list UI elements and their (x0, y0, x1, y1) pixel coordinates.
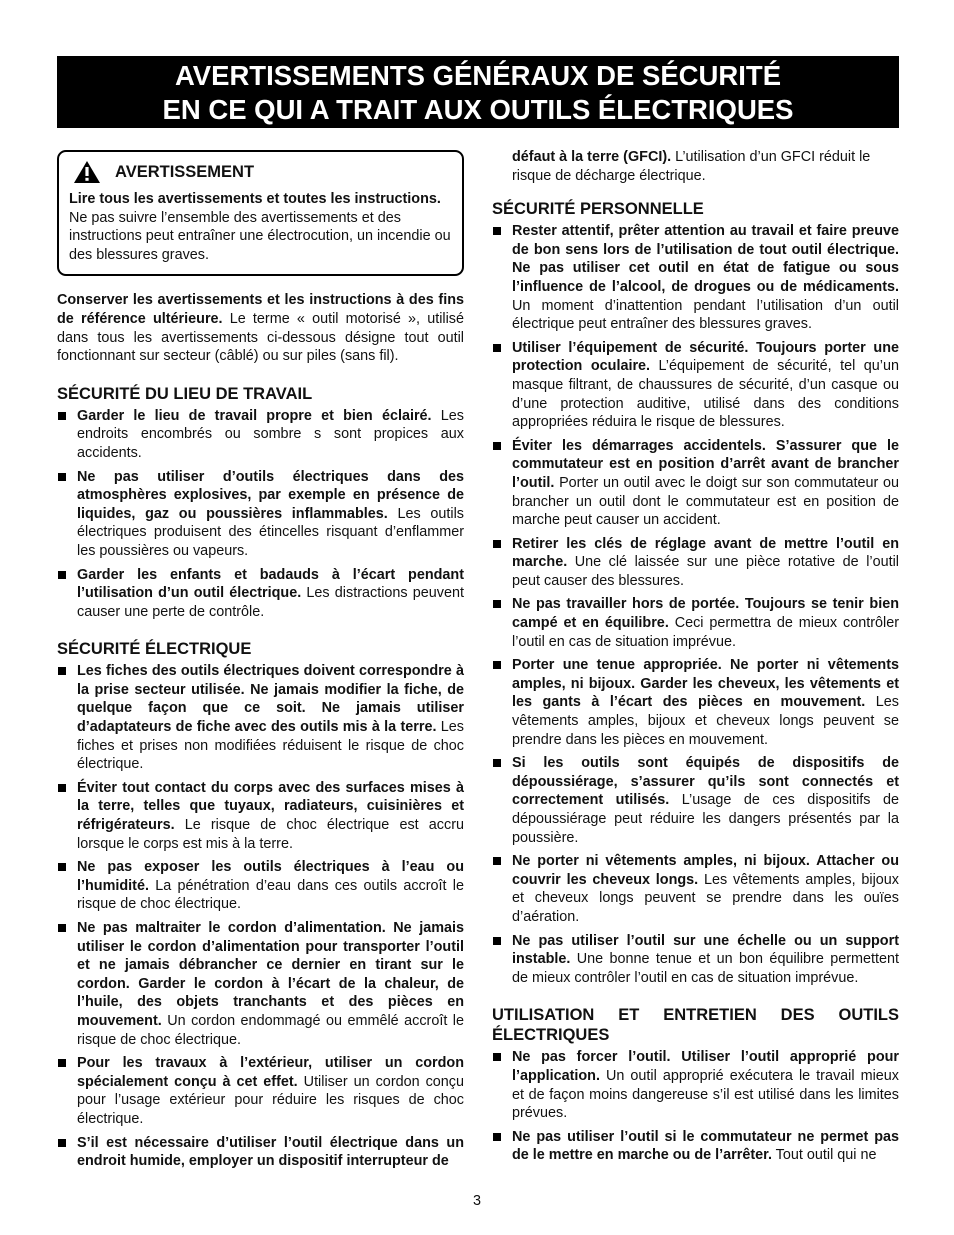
electrical-heading: SÉCURITÉ ÉLECTRIQUE (57, 640, 252, 659)
warning-text (69, 190, 453, 264)
personal-list (492, 222, 899, 987)
title-line-1: AVERTISSEMENTS GÉNÉRAUX DE SÉCURITÉ (174, 60, 782, 91)
list-item (492, 1048, 899, 1122)
list-item (57, 919, 464, 1049)
electrical-list (57, 662, 464, 1170)
list-item (492, 852, 899, 926)
item-text: Un outil approprié exécutera le travail mieux et de façon moins dangereuse s’il est utilisé dans les limites prévues. (512, 1067, 899, 1122)
item-bold: S’il est nécessaire d’utiliser l’outil électrique dans un endroit humide, employer un dispositif interrupteur de (77, 1134, 464, 1170)
item-bold: Retirer les clés de réglage avant de mettre l’outil en marche. (512, 535, 899, 571)
list-item (57, 858, 464, 914)
right-column (492, 148, 899, 1170)
item-text: Le risque de choc électrique est accru lorsque le corps est mis à la terre. (77, 817, 464, 852)
item-bold: Garder le lieu de travail propre et bien éclairé. (77, 407, 432, 424)
list-item (492, 339, 899, 432)
item-text: Tout outil qui ne (771, 1147, 877, 1164)
page-title (57, 56, 899, 128)
title-line-2: EN CE QUI A TRAIT AUX OUTILS ÉLECTRIQUES (162, 94, 794, 125)
item-bold: Ne pas utiliser l’outil si le commutateur ne permet pas de le mettre en marche ou de l’arrêter. (512, 1128, 899, 1164)
intro-body: Le terme « outil motorisé », utilisé dans tous les avertissements ci-dessous désigne tout outil fonctionnant sur secteur (câblé) ou sur piles (sans fil). (57, 310, 465, 365)
item-text: L’utilisation d’un GFCI réduit le risque de décharge électrique. (512, 149, 871, 184)
item-bold: Ne porter ni vêtements amples, ni bijoux. Attacher ou couvrir les cheveux longs. (512, 853, 899, 888)
item-bold: Rester attentif, prêter attention au travail et faire preuve de bon sens lors de l’utilisation de tout outil électrique. Ne pas utiliser cet outil en état de fatigue ou sous l’influence de l’alcool, de drogues ou de médicaments. (512, 223, 899, 295)
personal-heading: SÉCURITÉ PERSONNELLE (492, 200, 704, 219)
list-item (57, 407, 464, 463)
item-text: Les vêtements amples, bijoux et cheveux longs peuvent se prendre dans les ouïes d’aération. (512, 871, 899, 925)
warning-triangle-icon (73, 160, 101, 184)
list-item (492, 595, 899, 651)
item-bold: Éviter les démarrages accidentels. S’assurer que le commutateur est en position d’arrêt avant de brancher l’outil. (512, 437, 899, 491)
list-item (57, 468, 464, 561)
item-bold: Ne pas forcer l’outil. Utiliser l’outil approprié pour l’application. (512, 1049, 899, 1084)
item-bold: Ne pas exposer les outils électriques à l’eau ou l’humidité. (77, 859, 464, 894)
left-column (57, 148, 464, 1176)
item-text: Une clé laissée sur une pièce rotative de l’outil peut causer des blessures. (512, 554, 899, 589)
item-bold: Les fiches des outils électriques doivent correspondre à la prise secteur utilisée. Ne jamais modifier la fiche, de quelque façon que ce soit. Ne jamais utiliser d’adaptateurs de fiche avec des outils mis à la terre. (77, 663, 464, 736)
tool-use-list (492, 1048, 899, 1165)
item-bold: Utiliser l’équipement de sécurité. Toujours porter une protection oculaire. (512, 339, 899, 375)
warning-bold: Lire tous les avertissements et toutes les instructions. (69, 191, 441, 207)
list-item (492, 437, 899, 530)
item-bold: Ne pas maltraiter le cordon d’alimentation. Ne jamais utiliser le cordon d’alimentation pour transporter l’outil et ne jamais débrancher ce dernier en tirant sur le cordon. Garder le cordon à l’écart de la chaleur, de l’huile, des objets tranchants et des pièces en mouvement. (77, 920, 464, 1029)
item-text: Les vêtements amples, bijoux et cheveux longs peuvent se prendre dans les pièces en mouvement. (512, 694, 899, 748)
item-text: Porter un outil avec le doigt sur son commutateur ou brancher un outil dont le commutateur est en position de marche peut causer un accident. (512, 474, 899, 529)
list-item (492, 222, 899, 334)
item-bold: Ne pas utiliser d’outils électriques dans des atmosphères explosives, par exemple en présence de liquides, gaz ou poussières inflammables. (77, 468, 464, 522)
item-bold: Ne pas utiliser l’outil sur une échelle ou un support instable. (512, 932, 899, 968)
item-text: Les outils électriques produisent des étincelles risquant d’enflammer les poussières ou vapeurs. (77, 505, 464, 559)
item-text: Une bonne tenue et un bon équilibre permettent de mieux contrôler l’outil en cas de situation imprévue. (512, 951, 899, 986)
item-text: L’usage de ces dispositifs de dépoussiérage peut réduire les dangers présentés par la poussière. (512, 792, 900, 846)
tool-use-heading: UTILISATION ET ENTRETIEN DES OUTILS ÉLECTRIQUES (492, 1006, 899, 1045)
warning-body: Ne pas suivre l’ensemble des avertissements et des instructions peut entraîner une électrocution, un incendie ou des blessures graves. (69, 209, 451, 263)
intro-paragraph (57, 291, 464, 365)
work-area-heading: SÉCURITÉ DU LIEU DE TRAVAIL (57, 384, 313, 403)
list-item (57, 1134, 464, 1171)
list-item (492, 754, 899, 847)
list-item (492, 932, 899, 988)
list-item (57, 662, 464, 774)
warning-header (69, 160, 453, 184)
list-item (57, 1054, 464, 1128)
list-item (492, 656, 899, 749)
item-text: Utiliser un cordon conçu pour l’usage extérieur pour réduire les risques de choc électrique. (77, 1073, 464, 1127)
warning-heading: AVERTISSEMENT (115, 162, 255, 181)
work-area-list (57, 407, 464, 622)
gfci-continuation (492, 148, 899, 185)
item-text: La pénétration d’eau dans ces outils accroît le risque de choc électrique. (77, 877, 464, 913)
item-bold: Si les outils sont équipés de dispositifs de dépoussiérage, s’assurer qu’ils sont connectés et correctement utilisés. (512, 755, 899, 809)
list-item (57, 566, 464, 622)
item-bold: Ne pas travailler hors de portée. Toujours se tenir bien campé et en équilibre. (512, 596, 899, 632)
page-number: 3 (472, 1193, 481, 1209)
item-bold: défaut à la terre (GFCI). (512, 149, 672, 165)
list-item (492, 1128, 899, 1165)
list-item (57, 779, 464, 853)
warning-box (57, 150, 464, 276)
item-text: L’équipement de sécurité, tel qu’un masque filtrant, de chaussures de sécurité, d’un casque ou d’une protection auditive, utilisé dans des conditions appropriées réduira le risque de blessures. (512, 358, 899, 431)
item-text: Un moment d’inattention pendant l’utilisation d’un outil électrique peut entraîner des blessures graves. (512, 297, 899, 333)
intro-bold: Conserver les avertissements et les instructions à des fins de référence ultérieure. (57, 292, 464, 327)
item-bold: Garder les enfants et badauds à l’écart pendant l’utilisation d’un outil électrique. (77, 566, 464, 602)
item-text: Les distractions peuvent causer une perte de contrôle. (77, 585, 464, 620)
item-text: Un cordon endommagé ou emmêlé accroît le risque de choc électrique. (77, 1012, 464, 1048)
item-bold: Éviter tout contact du corps avec des surfaces mises à la terre, telles que tuyaux, radiateurs, cuisinières et réfrigérateurs. (77, 779, 464, 834)
item-bold: Porter une tenue appropriée. Ne porter ni vêtements amples, ni bijoux. Garder les cheveux, les vêtements et les gants à l’écart des pièces en mouvement. (512, 657, 899, 711)
item-bold: Pour les travaux à l’extérieur, utiliser un cordon spécialement conçu à cet effet. (77, 1055, 464, 1090)
item-text: Ceci permettra de mieux contrôler l’outil en cas de situation imprévue. (512, 615, 899, 650)
item-text: Les fiches et prises non modifiées réduisent le risque de choc électrique. (77, 719, 464, 773)
item-text: Les endroits encombrés ou sombre s sont propices aux accidents. (77, 407, 464, 461)
list-item (492, 535, 899, 591)
